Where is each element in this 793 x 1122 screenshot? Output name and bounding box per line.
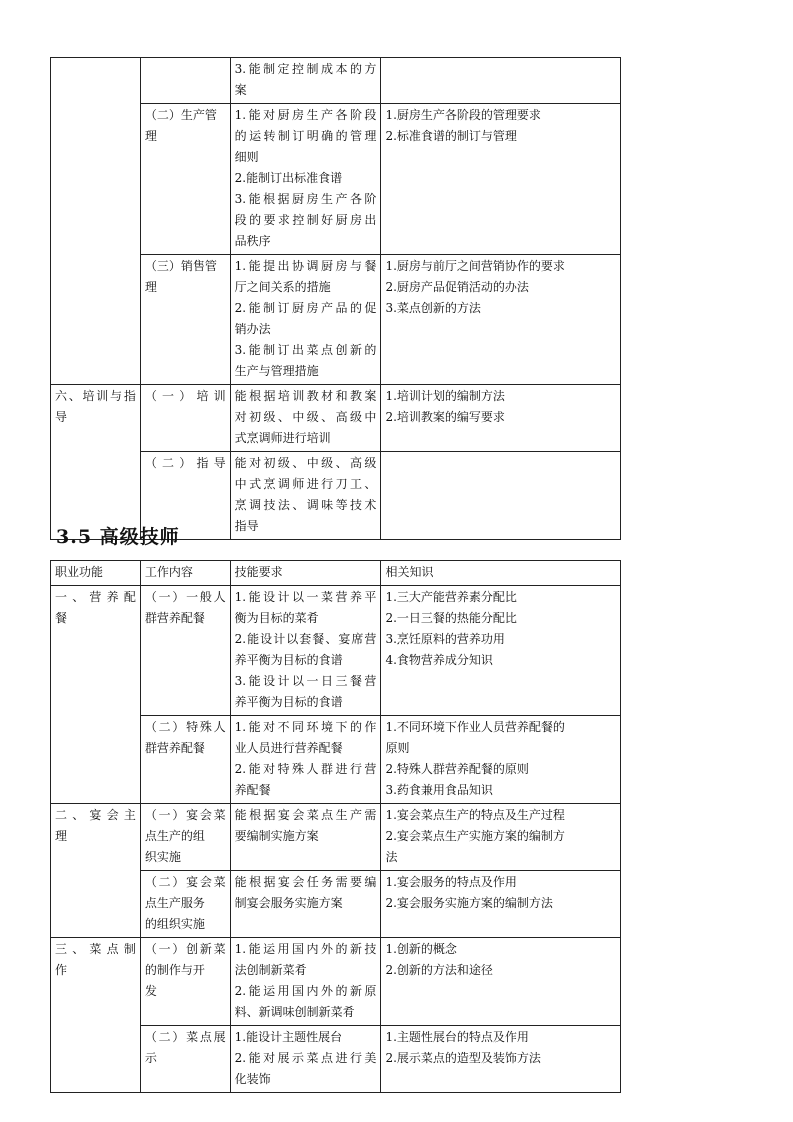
content-cell: [140, 1026, 230, 1093]
function-line: 三、菜点制: [55, 942, 136, 956]
knowledge-cell: [381, 104, 621, 255]
skills-line: 2.能对展示菜点进行美: [234, 1051, 377, 1065]
skills-line: 能对初级、中级、高级: [234, 456, 377, 470]
skills-cell: [230, 871, 381, 938]
table-row: [51, 58, 621, 104]
content-line: 理: [144, 280, 157, 294]
content-line: 点生产的组: [144, 829, 205, 843]
skills-cell: [230, 1026, 381, 1093]
knowledge-line: 2.宴会菜点生产实施方案的编制方: [385, 829, 565, 843]
knowledge-line: 1.厨房与前厅之间营销协作的要求: [385, 259, 565, 273]
knowledge-line: 1.三大产能营养素分配比: [385, 590, 517, 604]
skills-line: 细则: [234, 150, 259, 164]
knowledge-line: 1.宴会菜点生产的特点及生产过程: [385, 808, 565, 822]
skills-line: 1.能对厨房生产各阶段: [234, 108, 377, 122]
skills-line: 销办法: [234, 322, 271, 336]
content-line: 织实施: [144, 850, 181, 864]
knowledge-line: 1.不同环境下作业人员营养配餐的: [385, 720, 565, 734]
column-header: 职业功能: [51, 561, 141, 586]
skills-line: 烹调技法、调味等技术: [234, 498, 377, 512]
content-cell: [140, 804, 230, 871]
function-line: 作: [55, 963, 68, 977]
knowledge-cell: [381, 58, 621, 104]
skills-line: 对初级、中级、高级中: [234, 410, 377, 424]
content-cell: [140, 385, 230, 452]
content-line: （一）一般人: [144, 590, 226, 604]
knowledge-line: 3.烹饪原料的营养功用: [385, 632, 505, 646]
knowledge-line: 2.创新的方法和途径: [385, 963, 493, 977]
content-line: 发: [144, 984, 157, 998]
skills-line: 3.能设计以一日三餐营: [234, 674, 377, 688]
skills-line: 案: [234, 83, 247, 97]
function-line: 理: [55, 829, 68, 843]
knowledge-cell: [381, 804, 621, 871]
knowledge-cell: [381, 255, 621, 385]
skills-line: 式烹调师进行培训: [234, 431, 331, 445]
skills-line: 3.能制定控制成本的方: [234, 62, 377, 76]
senior-technician-table: [50, 560, 621, 1093]
function-line: 导: [55, 410, 68, 424]
content-line: 群营养配餐: [144, 741, 205, 755]
skills-line: 能根据宴会任务需要编: [234, 875, 377, 889]
header-row: [51, 561, 621, 586]
knowledge-line: 原则: [385, 741, 410, 755]
skills-line: 中式烹调师进行刀工、: [234, 477, 377, 491]
content-line: （三）销售管: [144, 259, 217, 273]
skills-cell: [230, 804, 381, 871]
skills-line: 生产与管理措施: [234, 364, 319, 378]
knowledge-line: 4.食物营养成分知识: [385, 653, 493, 667]
skills-line: 1.能提出协调厨房与餐: [234, 259, 377, 273]
knowledge-line: 法: [385, 850, 398, 864]
knowledge-line: 1.主题性展台的特点及作用: [385, 1030, 529, 1044]
knowledge-line: 3.药食兼用食品知识: [385, 783, 493, 797]
skills-line: 养配餐: [234, 783, 271, 797]
skills-line: 要编制实施方案: [234, 829, 319, 843]
knowledge-line: 3.菜点创新的方法: [385, 301, 481, 315]
function-cell: [51, 58, 141, 385]
skills-cell: [230, 586, 381, 716]
column-header: 工作内容: [140, 561, 230, 586]
skills-line: 3.能根据厨房生产各阶: [234, 192, 377, 206]
skills-line: 3.能制订出菜点创新的: [234, 343, 377, 357]
knowledge-line: 2.一日三餐的热能分配比: [385, 611, 517, 625]
skills-cell: [230, 385, 381, 452]
skills-line: 能根据宴会菜点生产需: [234, 808, 377, 822]
skills-line: 1.能对不同环境下的作: [234, 720, 377, 734]
content-line: （二）生产管: [144, 108, 217, 122]
function-cell: [51, 938, 141, 1093]
skills-line: 业人员进行营养配餐: [234, 741, 343, 755]
skills-line: 法创制新菜肴: [234, 963, 307, 977]
knowledge-line: 2.宴会服务实施方案的编制方法: [385, 896, 553, 910]
knowledge-line: 2.标准食谱的制订与管理: [385, 129, 517, 143]
content-line: （二）特殊人: [144, 720, 226, 734]
content-line: （一）创新菜: [144, 942, 226, 956]
content-line: （一）培训: [144, 389, 226, 403]
skills-cell: [230, 58, 381, 104]
skills-line: 能根据培训教材和教案: [234, 389, 377, 403]
function-cell: [51, 586, 141, 804]
skills-line: 2.能对特殊人群进行营: [234, 762, 377, 776]
knowledge-line: 2.厨房产品促销活动的办法: [385, 280, 529, 294]
competency-table-continued: [50, 57, 621, 540]
function-line: 六、培训与指: [55, 389, 136, 403]
knowledge-cell: [381, 716, 621, 804]
skills-line: 养平衡为目标的食谱: [234, 695, 343, 709]
column-header: 相关知识: [381, 561, 621, 586]
knowledge-line: 2.培训教案的编写要求: [385, 410, 505, 424]
content-cell: [140, 255, 230, 385]
knowledge-line: 1.创新的概念: [385, 942, 457, 956]
table-row: [51, 586, 621, 716]
skills-cell: [230, 452, 381, 540]
skills-line: 衡为目标的菜肴: [234, 611, 319, 625]
skills-line: 料、新调味创制新菜肴: [234, 1005, 355, 1019]
content-line: （二）菜点展: [144, 1030, 226, 1044]
skills-line: 养平衡为目标的食谱: [234, 653, 343, 667]
content-line: 的制作与开: [144, 963, 205, 977]
content-cell: [140, 58, 230, 104]
skills-line: 2.能设计以套餐、宴席营: [234, 632, 377, 646]
function-cell: [51, 804, 141, 938]
knowledge-cell: [381, 452, 621, 540]
content-line: 的组织实施: [144, 917, 205, 931]
skills-line: 厅之间关系的措施: [234, 280, 331, 294]
knowledge-cell: [381, 586, 621, 716]
content-line: （二）指导: [144, 456, 226, 470]
content-cell: [140, 938, 230, 1026]
content-cell: [140, 871, 230, 938]
knowledge-line: 1.宴会服务的特点及作用: [385, 875, 517, 889]
skills-cell: [230, 716, 381, 804]
knowledge-cell: [381, 871, 621, 938]
content-line: （一）宴会菜: [144, 808, 226, 822]
skills-cell: [230, 104, 381, 255]
function-cell: [51, 385, 141, 540]
table-row: [51, 804, 621, 871]
skills-cell: [230, 255, 381, 385]
skills-line: 1.能运用国内外的新技: [234, 942, 377, 956]
skills-line: 段的要求控制好厨房出: [234, 213, 377, 227]
knowledge-cell: [381, 1026, 621, 1093]
content-cell: [140, 104, 230, 255]
skills-line: 1.能设计主题性展台: [234, 1030, 343, 1044]
skills-cell: [230, 938, 381, 1026]
skills-line: 的运转制订明确的管理: [234, 129, 377, 143]
skills-line: 制宴会服务实施方案: [234, 896, 343, 910]
skills-line: 2.能运用国内外的新原: [234, 984, 377, 998]
content-line: 群营养配餐: [144, 611, 205, 625]
skills-line: 品秩序: [234, 234, 271, 248]
content-line: （二）宴会菜: [144, 875, 226, 889]
knowledge-cell: [381, 385, 621, 452]
content-line: 理: [144, 129, 157, 143]
skills-line: 化装饰: [234, 1072, 271, 1086]
knowledge-line: 1.厨房生产各阶段的管理要求: [385, 108, 541, 122]
function-line: 二、宴会主: [55, 808, 136, 822]
skills-line: 2.能制订出标准食谱: [234, 171, 343, 185]
function-line: 餐: [55, 611, 68, 625]
table-row: [51, 938, 621, 1026]
content-line: 点生产服务: [144, 896, 205, 910]
content-line: 示: [144, 1051, 157, 1065]
knowledge-line: 2.特殊人群营养配餐的原则: [385, 762, 529, 776]
column-header: 技能要求: [230, 561, 381, 586]
skills-line: 指导: [234, 519, 259, 533]
table-row: [51, 385, 621, 452]
skills-line: 1.能设计以一菜营养平: [234, 590, 377, 604]
content-cell: [140, 716, 230, 804]
section-heading: 3.5 高级技师: [56, 526, 180, 548]
function-line: 一、营养配: [55, 590, 136, 604]
content-cell: [140, 586, 230, 716]
skills-line: 2.能制订厨房产品的促: [234, 301, 377, 315]
knowledge-line: 1.培训计划的编制方法: [385, 389, 505, 403]
knowledge-cell: [381, 938, 621, 1026]
knowledge-line: 2.展示菜点的造型及装饰方法: [385, 1051, 541, 1065]
